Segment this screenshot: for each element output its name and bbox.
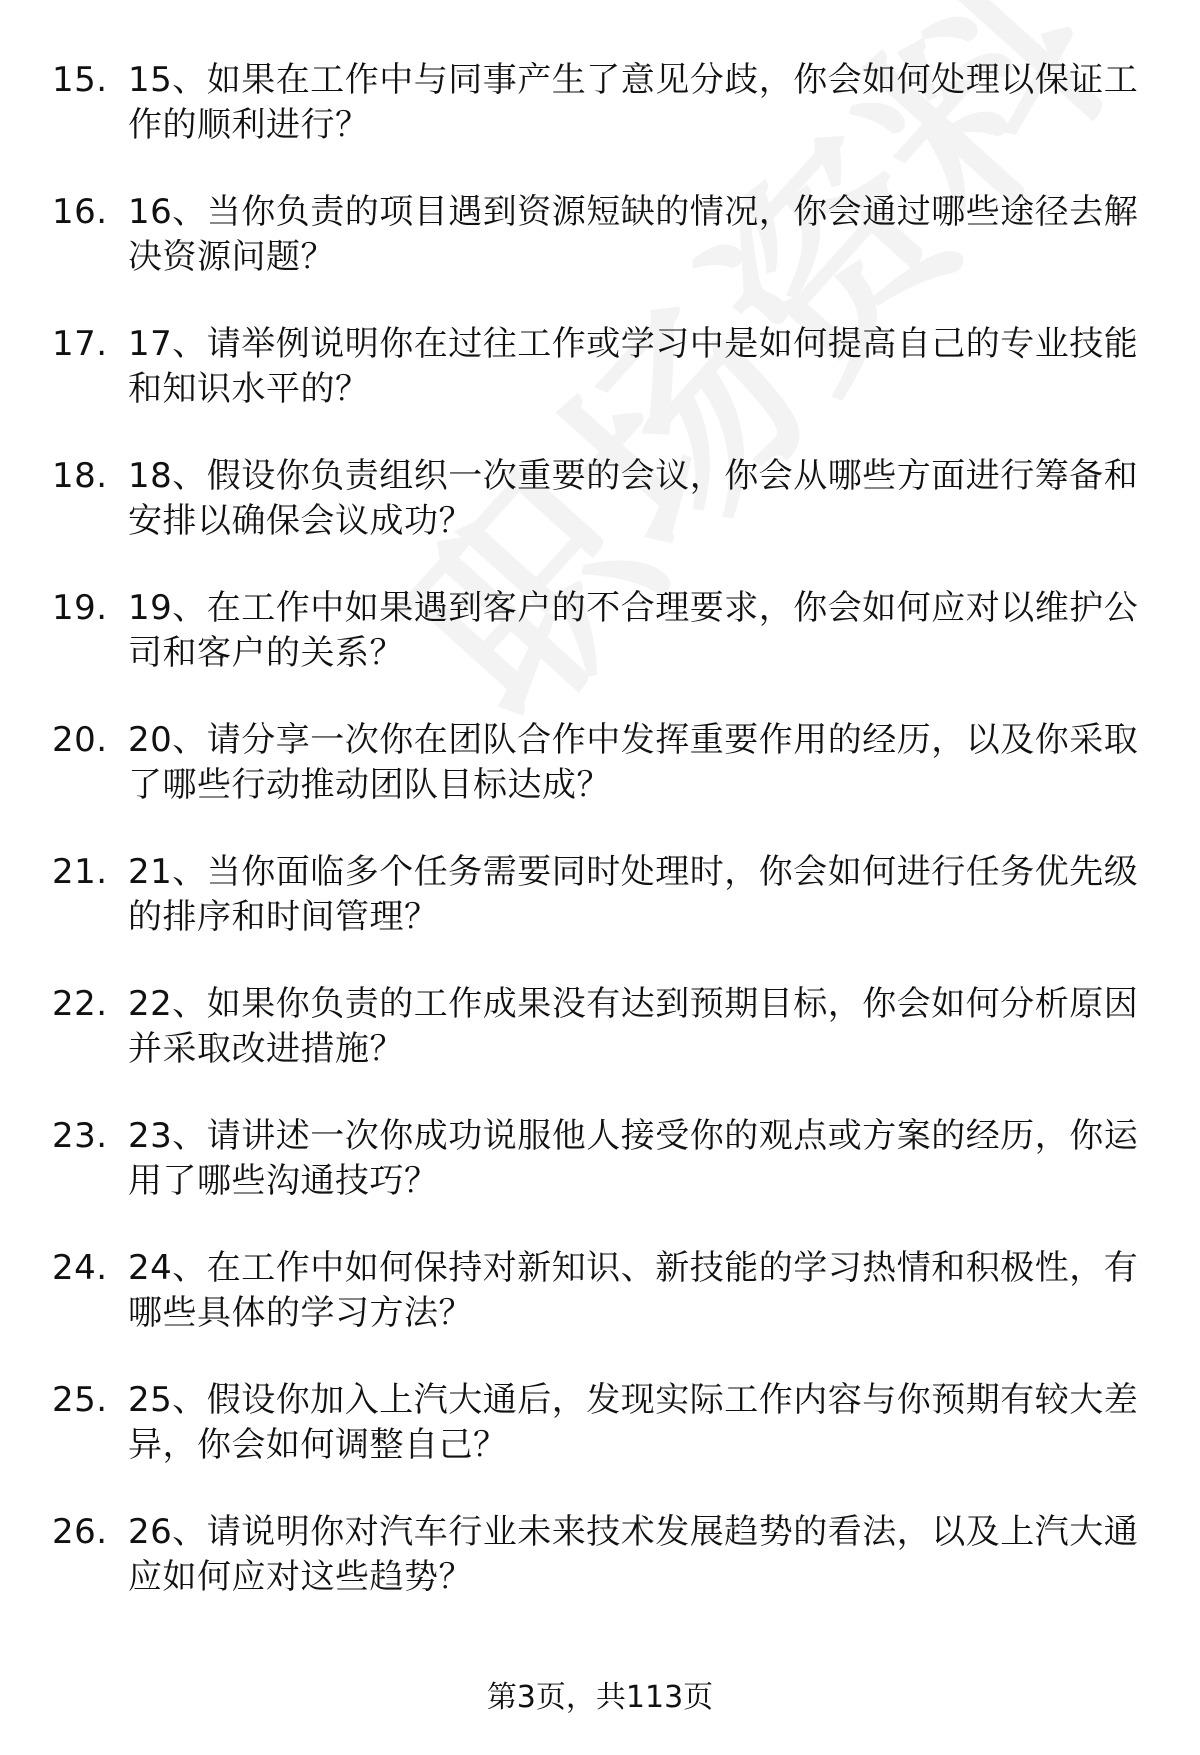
question-number: 19.	[52, 588, 108, 628]
question-item	[0, 58, 1200, 148]
question-text: 22、如果你负责的工作成果没有达到预期目标，你会如何分析原因并采取改进措施？	[128, 984, 1139, 1069]
question-text: 26、请说明你对汽车行业未来技术发展趋势的看法，以及上汽大通应如何应对这些趋势？	[128, 1512, 1139, 1597]
question-number: 23.	[52, 1116, 108, 1156]
question-number: 25.	[52, 1380, 108, 1420]
question-number: 24.	[52, 1248, 108, 1288]
question-number: 17.	[52, 324, 108, 364]
question-number: 18.	[52, 456, 108, 496]
question-list	[0, 58, 1200, 1642]
question-text: 24、在工作中如何保持对新知识、新技能的学习热情和积极性，有哪些具体的学习方法？	[128, 1248, 1139, 1333]
question-item	[0, 586, 1200, 676]
question-number: 15.	[52, 60, 108, 100]
question-number: 16.	[52, 192, 108, 232]
question-text: 25、假设你加入上汽大通后，发现实际工作内容与你预期有较大差异，你会如何调整自己？	[128, 1380, 1139, 1465]
question-number: 26.	[52, 1512, 108, 1552]
question-number: 21.	[52, 852, 108, 892]
question-item	[0, 850, 1200, 940]
question-text: 19、在工作中如果遇到客户的不合理要求，你会如何应对以维护公司和客户的关系？	[128, 588, 1139, 673]
question-item	[0, 1114, 1200, 1204]
question-item	[0, 1510, 1200, 1600]
question-item	[0, 982, 1200, 1072]
question-item	[0, 1246, 1200, 1336]
question-item	[0, 190, 1200, 280]
question-text: 20、请分享一次你在团队合作中发挥重要作用的经历，以及你采取了哪些行动推动团队目标达成？	[128, 720, 1139, 805]
question-number: 22.	[52, 984, 108, 1024]
question-text: 18、假设你负责组织一次重要的会议，你会从哪些方面进行筹备和安排以确保会议成功？	[128, 456, 1139, 541]
question-text: 17、请举例说明你在过往工作或学习中是如何提高自己的专业技能和知识水平的？	[128, 324, 1139, 409]
page-footer: 第3页，共113页	[486, 1680, 714, 1715]
question-text: 15、如果在工作中与同事产生了意见分歧，你会如何处理以保证工作的顺利进行？	[128, 60, 1139, 145]
question-text: 23、请讲述一次你成功说服他人接受你的观点或方案的经历，你运用了哪些沟通技巧？	[128, 1116, 1139, 1201]
question-text: 16、当你负责的项目遇到资源短缺的情况，你会通过哪些途径去解决资源问题？	[128, 192, 1139, 277]
question-item	[0, 718, 1200, 808]
question-number: 20.	[52, 720, 108, 760]
question-item	[0, 1378, 1200, 1468]
question-item	[0, 454, 1200, 544]
question-text: 21、当你面临多个任务需要同时处理时，你会如何进行任务优先级的排序和时间管理？	[128, 852, 1139, 937]
question-item	[0, 322, 1200, 412]
